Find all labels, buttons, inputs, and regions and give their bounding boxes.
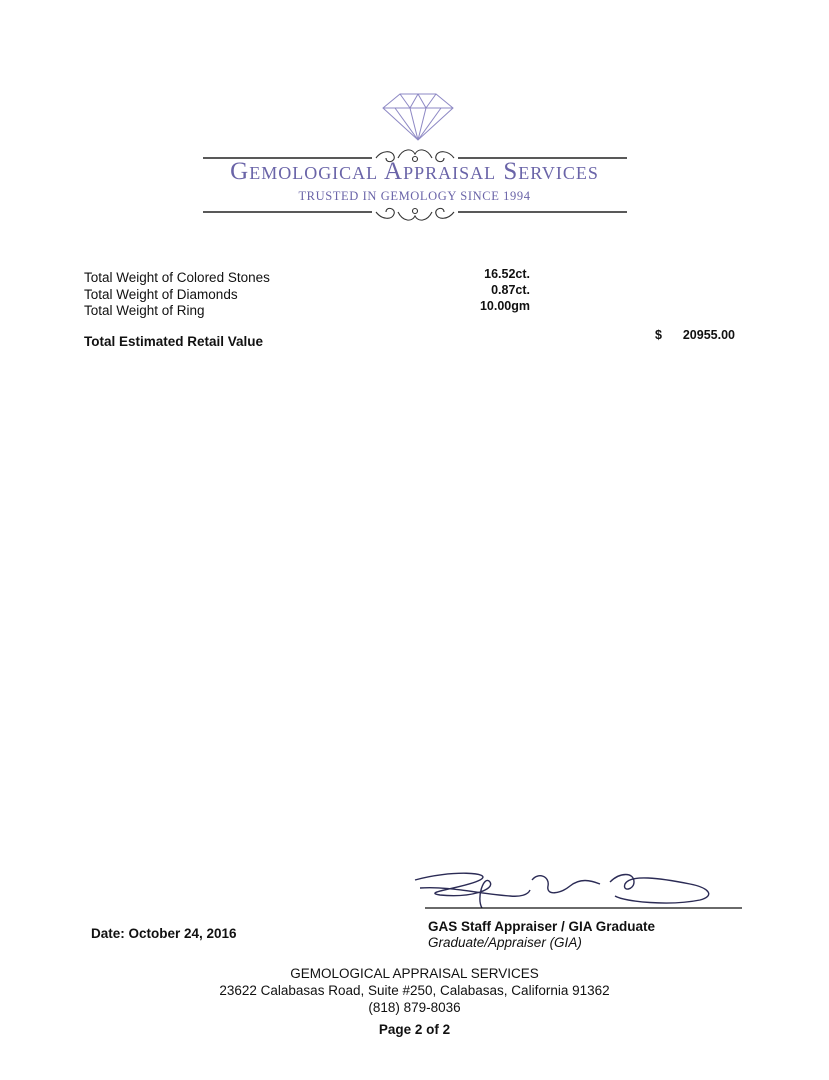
footer-company: GEMOLOGICAL APPRAISAL SERVICES xyxy=(290,966,539,981)
appraisal-date: Date: October 24, 2016 xyxy=(91,926,237,941)
footer-phone: (818) 879-8036 xyxy=(368,1000,461,1015)
diamonds-label: Total Weight of Diamonds xyxy=(84,287,238,302)
appraiser-subtitle: Graduate/Appraiser (GIA) xyxy=(428,935,582,950)
total-value-amount: 20955.00 xyxy=(682,328,735,342)
logo-tagline: TRUSTED IN GEMOLOGY SINCE 1994 xyxy=(298,189,531,203)
footer-address: 23622 Calabasas Road, Suite #250, Calabasas, California 91362 xyxy=(219,983,610,998)
signature-image xyxy=(410,868,745,913)
page-number: Page 2 of 2 xyxy=(378,1022,451,1037)
ring-weight-label: Total Weight of Ring xyxy=(84,303,205,318)
diamonds-value: 0.87ct. xyxy=(491,283,530,297)
colored-stones-value: 16.52ct. xyxy=(484,267,530,281)
colored-stones-label: Total Weight of Colored Stones xyxy=(84,270,270,285)
ring-weight-value: 10.00gm xyxy=(479,299,530,313)
total-value-label: Total Estimated Retail Value xyxy=(84,334,264,349)
logo-title: Gemological Appraisal Services xyxy=(230,158,599,185)
currency-symbol: $ xyxy=(655,328,662,342)
appraiser-title: GAS Staff Appraiser / GIA Graduate xyxy=(428,919,656,934)
